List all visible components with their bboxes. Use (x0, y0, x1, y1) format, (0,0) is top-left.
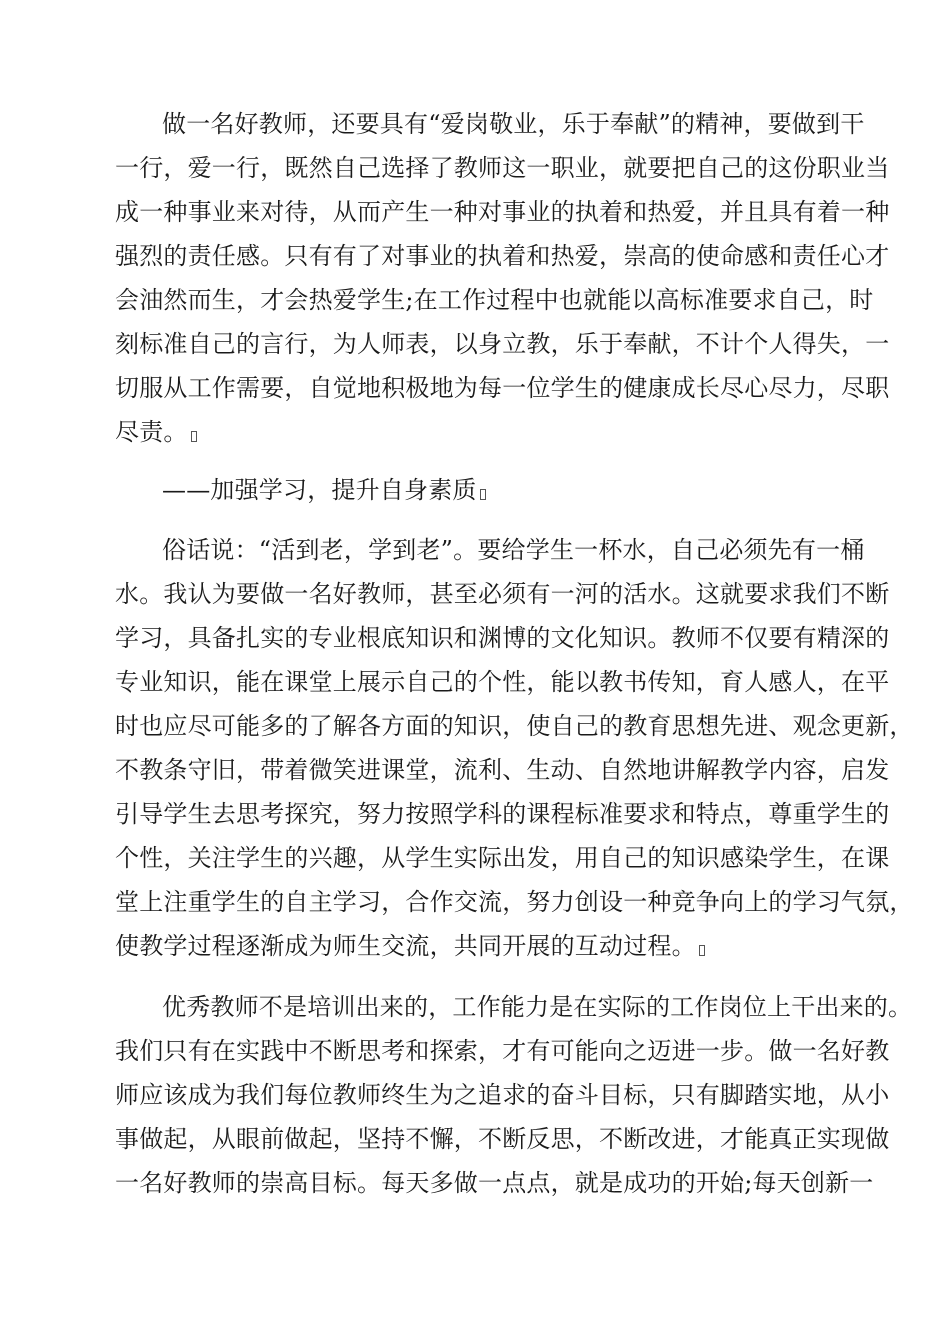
text-line: 一名好教师的崇高目标。每天多做一点点，就是成功的开始;每天创新一 (115, 1169, 874, 1197)
text-line: 专业知识，能在课堂上展示自己的个性，能以教书传知，育人感人，在平 (115, 668, 890, 696)
section-heading (115, 468, 855, 512)
text-line: 一行，爱一行，既然自己选择了教师这一职业，就要把自己的这份职业当 (115, 154, 890, 182)
text-line-last (115, 410, 855, 454)
text-line: 学习，具备扎实的专业根底知识和渊博的文化知识。教师不仅要有精深的 (115, 624, 890, 652)
heading-line (115, 468, 855, 512)
paragraph-dedication (115, 102, 890, 454)
paragraph-learning (115, 528, 914, 968)
text-line: 会油然而生，才会热爱学生;在工作过程中也就能以高标准要求自己，时 (115, 286, 874, 314)
paragraph-mark-icon (191, 431, 197, 442)
text-line: 刻标准自己的言行，为人师表，以身立教，乐于奉献，不计个人得失，一 (115, 330, 890, 358)
paragraph-practice (115, 985, 913, 1205)
text-line-last (115, 924, 855, 968)
text-line: 时也应尽可能多的了解各方面的知识，使自己的教育思想先进、观念更新， (115, 712, 914, 740)
text-line: 我们只有在实践中不断思考和探索，才有可能向之迈进一步。做一名好教 (115, 1037, 890, 1065)
text-line: 优秀教师不是培训出来的，工作能力是在实际的工作岗位上干出来的。 (162, 993, 913, 1021)
paragraph-mark-icon (699, 945, 705, 956)
text-line: 引导学生去思考探究，努力按照学科的课程标准要求和特点，尊重学生的 (115, 800, 890, 828)
text-line: 做一名好教师，还要具有“爱岗敬业，乐于奉献”的精神，要做到干 (162, 110, 865, 138)
line-text: 尽责。 (115, 418, 188, 446)
text-line: 事做起，从眼前做起，坚持不懈，不断反思，不断改进，才能真正实现做 (115, 1125, 890, 1153)
text-line: 俗话说：“活到老，学到老”。要给学生一杯水，自己必须先有一桶 (162, 536, 865, 564)
text-line: 成一种事业来对待，从而产生一种对事业的执着和热爱，并且具有着一种 (115, 198, 890, 226)
text-line: 不教条守旧，带着微笑进课堂，流利、生动、自然地讲解教学内容，启发 (115, 756, 890, 784)
text-line: 堂上注重学生的自主学习，合作交流，努力创设一种竞争向上的学习气氛， (115, 888, 914, 916)
text-line: 切服从工作需要，自觉地积极地为每一位学生的健康成长尽心尽力，尽职 (115, 374, 890, 402)
text-line: 水。我认为要做一名好教师，甚至必须有一河的活水。这就要求我们不断 (115, 580, 890, 608)
text-line: 师应该成为我们每位教师终生为之追求的奋斗目标，只有脚踏实地，从小 (115, 1081, 890, 1109)
heading-text: ——加强学习，提升自身素质 (162, 476, 477, 504)
line-text: 使教学过程逐渐成为师生交流，共同开展的互动过程。 (115, 932, 696, 960)
text-line: 强烈的责任感。只有有了对事业的执着和热爱，崇高的使命感和责任心才 (115, 242, 890, 270)
paragraph-mark-icon (480, 489, 486, 500)
text-line: 个性，关注学生的兴趣，从学生实际出发，用自己的知识感染学生，在课 (115, 844, 890, 872)
